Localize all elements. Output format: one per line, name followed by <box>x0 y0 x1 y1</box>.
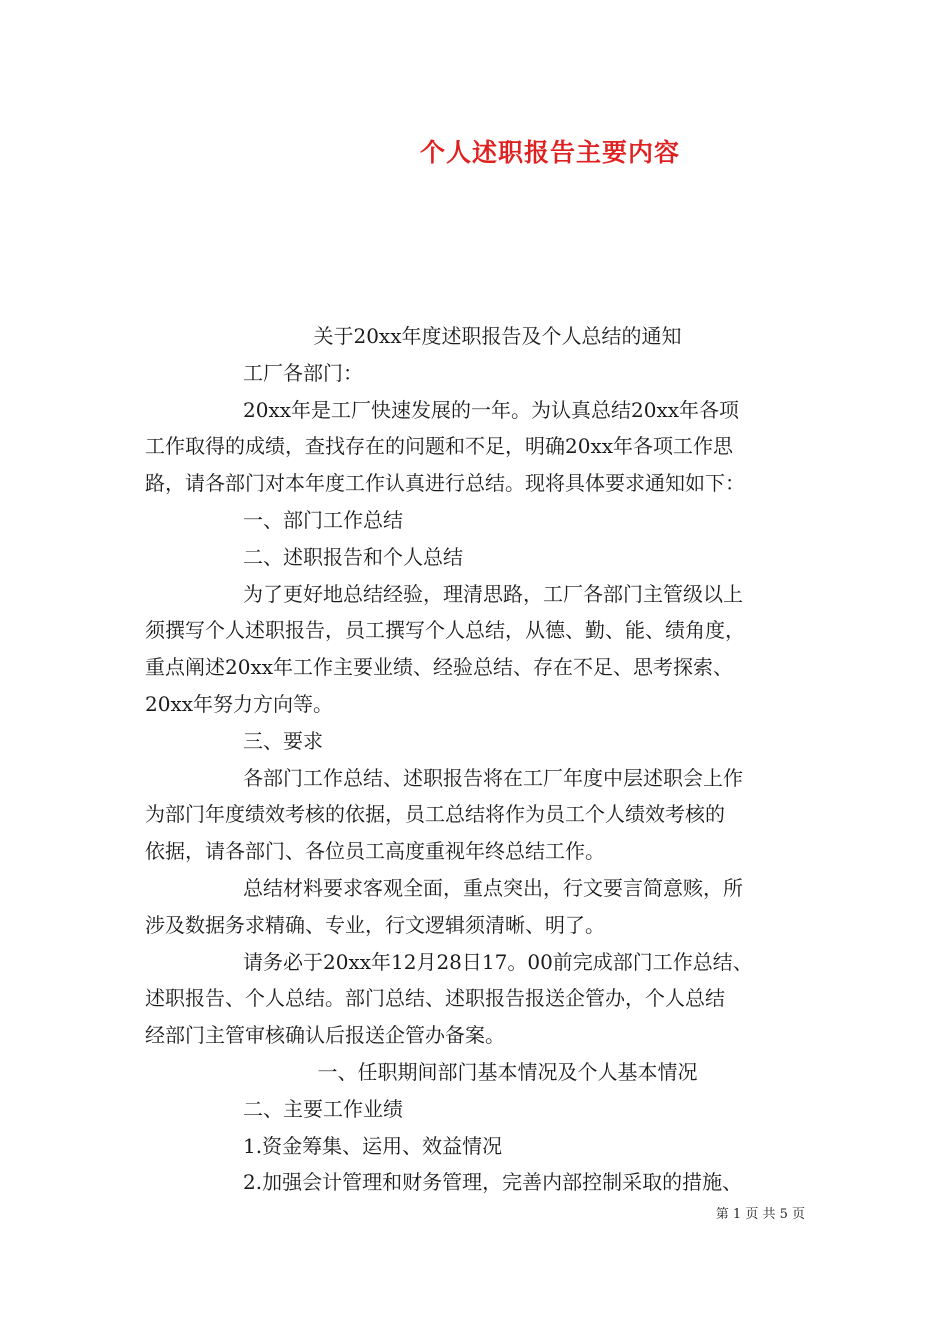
paragraph-line: 为部门年度绩效考核的依据，员工总结将作为员工个人绩效考核的 <box>145 802 725 827</box>
paragraph-line: 为了更好地总结经验，理清思路，工厂各部门主管级以上 <box>243 581 743 606</box>
salutation: 工厂各部门： <box>243 360 363 385</box>
paragraph-line: 须撰写个人述职报告，员工撰写个人总结，从德、勤、能、绩角度， <box>145 618 745 643</box>
paragraph-line: 20xx年是工厂快速发展的一年。为认真总结20xx年各项 <box>243 397 740 422</box>
paragraph-line: 路，请各部门对本年度工作认真进行总结。现将具体要求通知如下： <box>145 471 745 496</box>
section-heading: 一、部门工作总结 <box>243 507 403 532</box>
section-heading: 二、述职报告和个人总结 <box>243 544 463 569</box>
paragraph-line: 涉及数据务求精确、专业，行文逻辑须清晰、明了。 <box>145 912 605 937</box>
paragraph-line: 各部门工作总结、述职报告将在工厂年度中层述职会上作 <box>243 765 743 790</box>
section-heading: 一、任职期间部门基本情况及个人基本情况 <box>317 1059 698 1084</box>
paragraph-line: 依据，请各部门、各位员工高度重视年终总结工作。 <box>145 839 605 864</box>
paragraph-line: 经部门主管审核确认后报送企管办备案。 <box>145 1023 505 1048</box>
list-item: 2.加强会计管理和财务管理，完善内部控制采取的措施、 <box>243 1170 743 1195</box>
paragraph-line: 20xx年努力方向等。 <box>145 691 334 716</box>
section-heading: 三、要求 <box>243 728 323 753</box>
section-heading: 二、主要工作业绩 <box>243 1096 403 1121</box>
paragraph-line: 重点阐述20xx年工作主要业绩、经验总结、存在不足、思考探索、 <box>145 655 734 680</box>
paragraph-line: 总结材料要求客观全面，重点突出，行文要言简意赅，所 <box>243 875 743 900</box>
list-item: 1.资金筹集、运用、效益情况 <box>243 1133 503 1158</box>
page-title: 个人述职报告主要内容 <box>419 138 680 167</box>
paragraph-line: 述职报告、个人总结。部门总结、述职报告报送企管办，个人总结 <box>145 986 725 1011</box>
notice-heading: 关于20xx年度述职报告及个人总结的通知 <box>313 324 682 348</box>
page-footer: 第 1 页 共 5 页 <box>715 1207 805 1222</box>
document-body <box>145 318 810 1201</box>
paragraph-line: 工作取得的成绩，查找存在的问题和不足，明确20xx年各项工作思 <box>145 434 734 459</box>
paragraph-line: 请务必于20xx年12月28日17。00前完成部门工作总结、 <box>243 949 753 974</box>
